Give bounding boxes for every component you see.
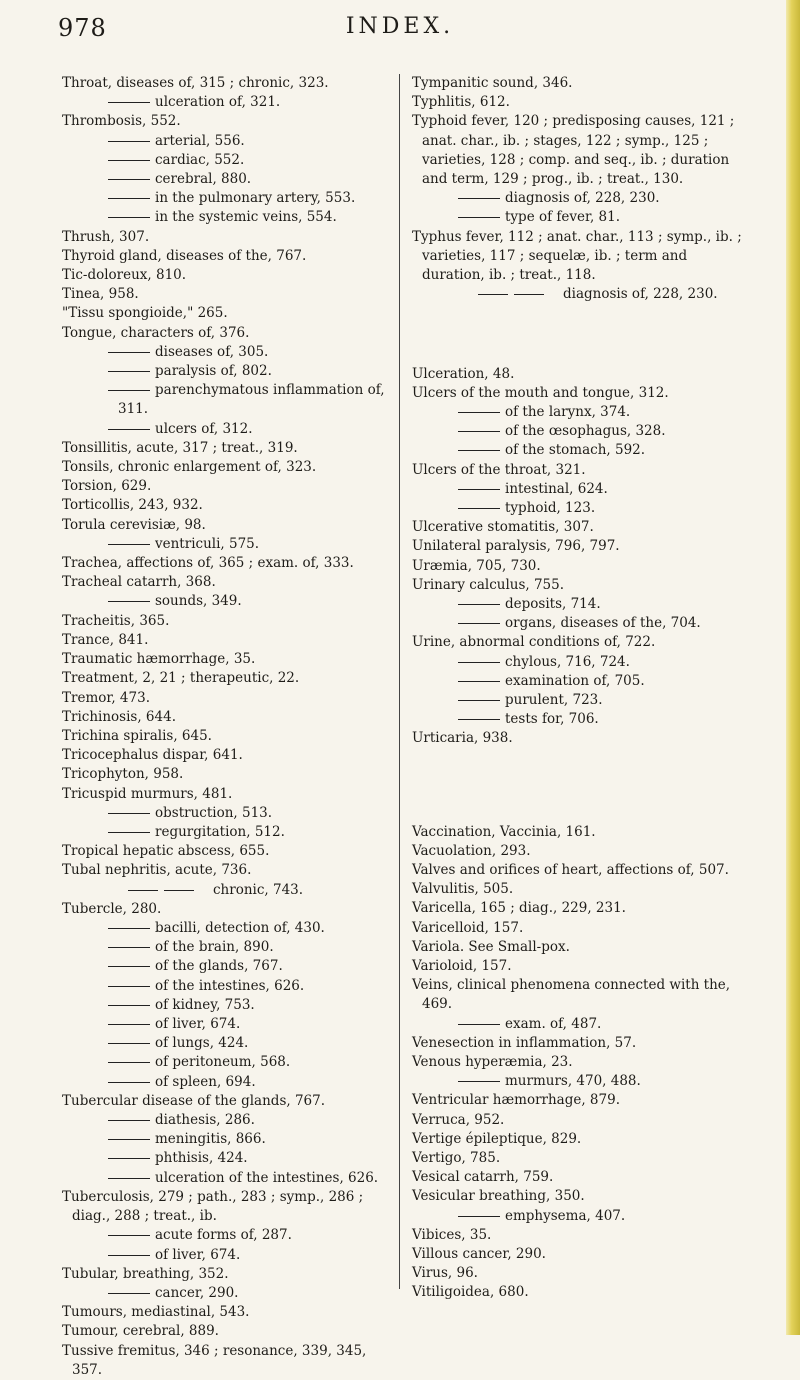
index-entry-text: deposits, 714. [505, 595, 601, 612]
index-entry [412, 633, 742, 652]
index-subentry [412, 499, 742, 518]
index-entry [412, 1130, 742, 1149]
index-entry-text: Throat, diseases of, 315 ; chronic, 323. [62, 75, 329, 91]
index-entry-text: Torsion, 629. [62, 478, 152, 495]
index-subentry [62, 1226, 392, 1245]
index-entry [62, 304, 392, 323]
index-entry-text: chronic, 743. [213, 881, 304, 898]
index-entry-text: diagnosis of, 228, 230. [563, 286, 718, 303]
index-entry-text: Ventricular hæmorrhage, 879. [412, 1092, 620, 1109]
index-entry-text: acute forms of, 287. [155, 1227, 292, 1244]
index-entry-text: Traumatic hæmorrhage, 35. [62, 651, 256, 668]
group-spacer [412, 749, 742, 823]
index-group-t [412, 74, 742, 305]
index-entry-text: Varioloid, 157. [412, 958, 512, 975]
index-entry [62, 842, 392, 861]
index-entry-text: Tracheal catarrh, 368. [62, 574, 216, 591]
ditto-dash [108, 813, 150, 814]
index-entry-text: purulent, 723. [505, 692, 603, 708]
index-subentry [62, 881, 392, 900]
ditto-dash [458, 623, 500, 624]
index-entry [62, 1322, 392, 1341]
index-subentry [62, 1149, 392, 1168]
index-entry-text: exam. of, 487. [505, 1015, 602, 1032]
index-subentry [62, 151, 392, 170]
index-entry [412, 899, 742, 918]
index-entry-text: Urinary calculus, 755. [412, 576, 565, 593]
index-entry [62, 785, 392, 804]
index-subentry [412, 691, 742, 710]
index-entry [412, 957, 742, 976]
index-subentry [412, 189, 742, 208]
index-entry-text: Tonsils, chronic enlargement of, 323. [62, 459, 317, 476]
index-entry [62, 612, 392, 631]
index-subentry [62, 996, 392, 1015]
index-entry-text: Typhus fever, 112 ; anat. char., 113 ; symp., ib. ; varieties, 117 ; sequelæ, ib. ; term and duration, ib. ; treat., 118. [412, 228, 742, 284]
index-entry-text: Tongue, characters of, 376. [62, 324, 250, 341]
ditto-dash [108, 198, 150, 199]
index-entry-text: of lungs, 424. [155, 1035, 249, 1052]
index-subentry [62, 919, 392, 938]
index-entry-text: diseases of, 305. [155, 343, 269, 360]
index-entry [62, 554, 392, 573]
index-entry-text: Urine, abnormal conditions of, 722. [412, 634, 656, 651]
index-subentry [62, 362, 392, 381]
index-entry-text: of kidney, 753. [155, 996, 255, 1013]
index-entry-text: Vertige épileptique, 829. [412, 1130, 582, 1147]
index-entry-text: arterial, 556. [155, 132, 245, 149]
index-entry-text: examination of, 705. [505, 672, 645, 689]
index-entry-text: Tonsillitis, acute, 317 ; treat., 319. [62, 439, 298, 456]
ditto-dash [458, 217, 500, 218]
index-entry [62, 631, 392, 650]
index-entry-text: phthisis, 424. [155, 1150, 248, 1167]
index-entry [62, 689, 392, 708]
index-entry-text: paralysis of, 802. [155, 363, 272, 380]
index-entry [62, 516, 392, 535]
index-entry [412, 537, 742, 556]
index-subentry [412, 672, 742, 691]
index-entry-text: Ulcers of the mouth and tongue, 312. [412, 384, 669, 401]
index-entry [412, 112, 742, 189]
index-entry-text: Virus, 96. [412, 1265, 478, 1282]
index-subentry [412, 422, 742, 441]
index-entry-text: of peritoneum, 568. [155, 1054, 291, 1071]
index-entry [412, 1264, 742, 1283]
index-entry [62, 861, 392, 880]
index-entry-text: Tubercle, 280. [62, 900, 162, 917]
ditto-dash [458, 700, 500, 701]
index-subentry [62, 189, 392, 208]
index-entry-text: of spleen, 694. [155, 1073, 256, 1090]
ditto-dash [108, 1293, 150, 1294]
ditto-dash [108, 160, 150, 161]
index-entry [412, 1168, 742, 1187]
index-subentry [62, 804, 392, 823]
index-entry-text: Trichinosis, 644. [62, 708, 176, 725]
index-entry [412, 365, 742, 384]
index-entry [62, 458, 392, 477]
ditto-dash [108, 986, 150, 987]
index-subentry [62, 938, 392, 957]
index-entry [62, 247, 392, 266]
column-divider [399, 74, 400, 1289]
index-entry-text: Variola. See Small-pox. [412, 938, 570, 955]
index-entry-text: Thrush, 307. [62, 228, 150, 245]
index-entry [412, 1111, 742, 1130]
ditto-dash [108, 141, 150, 142]
index-subentry [412, 403, 742, 422]
ditto-dash [108, 352, 150, 353]
index-entry-text: Ulcers of the throat, 321. [412, 461, 586, 478]
index-subentry [62, 592, 392, 611]
index-entry-text: emphysema, 407. [505, 1207, 626, 1224]
index-entry-text: Venous hyperæmia, 23. [412, 1054, 573, 1071]
ditto-dash [108, 1120, 150, 1121]
index-entry [412, 1149, 742, 1168]
index-entry-text: Tumour, cerebral, 889. [62, 1323, 219, 1340]
index-entry-text: Verruca, 952. [412, 1111, 505, 1128]
index-entry [412, 1053, 742, 1072]
index-entry [62, 650, 392, 669]
ditto-dash [108, 179, 150, 180]
index-entry-text: Tricocephalus dispar, 641. [62, 747, 243, 764]
index-entry [62, 1265, 392, 1284]
index-entry [62, 727, 392, 746]
index-subentry [62, 1130, 392, 1149]
index-entry-text: Valves and orifices of heart, affections of, 507. [412, 862, 729, 879]
index-entry-text: Veins, clinical phenomena connected with the, 469. [412, 977, 731, 1013]
index-entry [412, 576, 742, 595]
index-subentry [62, 208, 392, 227]
index-entry [62, 477, 392, 496]
index-entry-text: ventriculi, 575. [155, 535, 260, 552]
index-entry-text: of liver, 674. [155, 1246, 241, 1263]
index-subentry [62, 132, 392, 151]
index-subentry [412, 653, 742, 672]
index-entry-text: Vertigo, 785. [412, 1150, 501, 1167]
index-entry [62, 1303, 392, 1322]
ditto-dash [458, 508, 500, 509]
index-entry [412, 93, 742, 112]
index-entry [412, 1187, 742, 1206]
index-entry [412, 74, 742, 93]
ditto-dash [458, 1216, 500, 1217]
index-entry-text: Thrombosis, 552. [62, 113, 181, 130]
index-entry-text: ulceration of the intestines, 626. [155, 1169, 379, 1186]
index-entry-text: Urticaria, 938. [412, 730, 513, 747]
index-entry [62, 900, 392, 919]
index-entry [62, 573, 392, 592]
index-entry-text: typhoid, 123. [505, 499, 596, 516]
index-entry [62, 1092, 392, 1111]
index-entry [62, 669, 392, 688]
ditto-dash [108, 390, 150, 391]
index-subentry [62, 93, 392, 112]
index-entry-text: Vesicular breathing, 350. [412, 1188, 585, 1205]
index-column-left [62, 74, 392, 1380]
index-entry [412, 384, 742, 403]
ditto-dash [108, 928, 150, 929]
index-entry [412, 461, 742, 480]
index-entry-text: of liver, 674. [155, 1016, 241, 1033]
index-entry-text: Tricuspid murmurs, 481. [62, 785, 233, 802]
index-subentry [62, 1169, 392, 1188]
index-entry-text: murmurs, 470, 488. [505, 1073, 641, 1090]
ditto-dash [458, 1081, 500, 1082]
index-entry-text: Trance, 841. [62, 631, 149, 648]
index-subentry [62, 381, 392, 419]
index-entry-text: Tremor, 473. [62, 689, 150, 706]
index-subentry [62, 1284, 392, 1303]
index-entry-text: Typhoid fever, 120 ; predisposing causes, 121 ; anat. char., ib. ; stages, 122 ; symp., 125 ; varieties, 128 ; comp. and seq., ib. ; duration and term, 129 ; prog., ib. ; treat., 130. [412, 113, 735, 188]
index-subentry [412, 595, 742, 614]
ditto-dash [108, 1082, 150, 1083]
group-spacer [412, 305, 742, 365]
ditto-dash [458, 198, 500, 199]
index-entry-text: of the brain, 890. [155, 939, 274, 956]
index-subentry [62, 1246, 392, 1265]
index-subentry [412, 480, 742, 499]
index-column-right [412, 74, 742, 1303]
index-entry [62, 1188, 392, 1226]
ditto-dash [138, 881, 208, 900]
index-subentry [412, 1072, 742, 1091]
index-entry [412, 1226, 742, 1245]
index-entry-text: Tropical hepatic abscess, 655. [62, 843, 270, 860]
ditto-dash [108, 1158, 150, 1159]
index-entry-text: Tinea, 958. [62, 286, 139, 303]
index-entry-text: Tumours, mediastinal, 543. [62, 1304, 250, 1321]
index-entry-text: Treatment, 2, 21 ; therapeutic, 22. [62, 670, 300, 687]
index-entry [412, 919, 742, 938]
index-entry [412, 1091, 742, 1110]
index-entry [412, 976, 742, 1014]
index-entry-text: Vacuolation, 293. [412, 842, 531, 859]
ditto-dash [108, 832, 150, 833]
ditto-dash [458, 604, 500, 605]
ditto-dash [108, 601, 150, 602]
index-entry-text: Tussive fremitus, 346 ; resonance, 339, 345, 357. [62, 1342, 367, 1378]
index-entry [62, 496, 392, 515]
index-entry-text: Torticollis, 243, 932. [62, 497, 203, 514]
index-entry-text: Tic-doloreux, 810. [62, 267, 187, 284]
index-entry-text: Vitiligoidea, 680. [412, 1284, 529, 1301]
index-entry-text: Typhlitis, 612. [412, 94, 510, 111]
index-subentry [412, 710, 742, 729]
index-entry-text: meningitis, 866. [155, 1131, 266, 1148]
index-subentry [412, 285, 742, 304]
index-entry [62, 285, 392, 304]
ditto-dash [108, 217, 150, 218]
ditto-dash [458, 719, 500, 720]
ditto-dash [108, 1178, 150, 1179]
ditto-dash [458, 1024, 500, 1025]
index-entry-text: Tricophyton, 958. [62, 766, 184, 783]
index-entry [412, 938, 742, 957]
index-subentry [62, 343, 392, 362]
index-entry-text: Venesection in inflammation, 57. [412, 1034, 637, 1051]
index-entry-text: Tubal nephritis, acute, 736. [62, 862, 252, 879]
ditto-dash [458, 489, 500, 490]
index-entry-text: sounds, 349. [155, 593, 242, 610]
ditto-dash [108, 1043, 150, 1044]
index-subentry [62, 957, 392, 976]
index-subentry [412, 614, 742, 633]
index-subentry [62, 1111, 392, 1130]
index-entry-text: cancer, 290. [155, 1284, 239, 1301]
index-entry-text: of the stomach, 592. [505, 442, 646, 459]
index-entry [62, 765, 392, 784]
ditto-dash [108, 1062, 150, 1063]
index-entry-text: chylous, 716, 724. [505, 653, 630, 670]
index-entry-text: ulceration of, 321. [155, 94, 281, 111]
ditto-dash [458, 431, 500, 432]
index-entry-text: Tubercular disease of the glands, 767. [62, 1092, 326, 1109]
index-entry-text: of the intestines, 626. [155, 977, 305, 994]
index-entry [412, 518, 742, 537]
index-entry-text: Vaccination, Vaccinia, 161. [412, 823, 596, 840]
index-entry [412, 861, 742, 880]
ditto-dash [488, 285, 558, 304]
index-entry-text: Trachea, affections of, 365 ; exam. of, 333. [62, 555, 354, 572]
index-subentry [62, 1053, 392, 1072]
ditto-dash [458, 450, 500, 451]
index-entry [62, 1342, 392, 1380]
index-entry-text: Tracheitis, 365. [62, 612, 170, 629]
index-entry [412, 842, 742, 861]
index-entry-text: Unilateral paralysis, 796, 797. [412, 538, 620, 555]
index-entry-text: Tympanitic sound, 346. [412, 75, 573, 91]
index-entry-text: regurgitation, 512. [155, 823, 285, 840]
index-entry-text: cerebral, 880. [155, 171, 252, 188]
ditto-dash [108, 371, 150, 372]
index-entry-text: Villous cancer, 290. [412, 1246, 546, 1263]
index-entry-text: organs, diseases of the, 704. [505, 615, 701, 632]
index-subentry [62, 1073, 392, 1092]
index-entry [412, 228, 742, 286]
ditto-dash [108, 1024, 150, 1025]
ditto-dash [108, 966, 150, 967]
index-entry [62, 112, 392, 131]
index-entry-text: diathesis, 286. [155, 1112, 255, 1129]
index-entry-text: Ulcerative stomatitis, 307. [412, 519, 594, 536]
index-subentry [62, 1034, 392, 1053]
index-entry [412, 880, 742, 899]
index-subentry [62, 1015, 392, 1034]
index-entry-text: Thyroid gland, diseases of the, 767. [62, 247, 307, 264]
ditto-dash [108, 1255, 150, 1256]
ditto-dash [108, 1235, 150, 1236]
index-subentry [412, 1015, 742, 1034]
index-entry-text: Vesical catarrh, 759. [412, 1169, 554, 1186]
page-number: 978 [58, 14, 107, 42]
index-entry [412, 1283, 742, 1302]
index-entry [62, 228, 392, 247]
index-entry [62, 746, 392, 765]
index-entry-text: type of fever, 81. [505, 209, 621, 226]
index-entry [412, 1034, 742, 1053]
index-entry-text: diagnosis of, 228, 230. [505, 190, 660, 207]
index-entry-text: Varicella, 165 ; diag., 229, 231. [412, 900, 626, 917]
index-subentry [62, 535, 392, 554]
ditto-dash [108, 544, 150, 545]
index-subentry [412, 441, 742, 460]
index-entry-text: Uræmia, 705, 730. [412, 557, 541, 574]
index-entry-text: of the œsophagus, 328. [505, 423, 666, 440]
ditto-dash [108, 429, 150, 430]
index-entry-text: obstruction, 513. [155, 804, 273, 821]
index-entry-text: Varicelloid, 157. [412, 919, 524, 936]
index-entry-text: Tuberculosis, 279 ; path., 283 ; symp., 286 ; diag., 288 ; treat., ib. [62, 1188, 364, 1225]
index-entry-text: of the glands, 767. [155, 958, 283, 975]
index-entry [62, 708, 392, 727]
index-entry-text: in the pulmonary artery, 553. [155, 190, 356, 207]
ditto-dash [108, 1005, 150, 1006]
index-subentry [412, 208, 742, 227]
index-entry [412, 729, 742, 748]
index-entry-text: tests for, 706. [505, 711, 599, 728]
index-entry-text: Valvulitis, 505. [412, 881, 514, 898]
index-entry [62, 74, 392, 93]
index-entry [62, 439, 392, 458]
index-entry-text: intestinal, 624. [505, 480, 608, 497]
index-entry [412, 557, 742, 576]
index-entry-text: Vibices, 35. [412, 1226, 492, 1243]
index-entry-text: cardiac, 552. [155, 151, 245, 168]
ditto-dash [108, 1139, 150, 1140]
index-entry [62, 266, 392, 285]
index-entry-text: Tubular, breathing, 352. [62, 1265, 229, 1282]
index-entry-text: Trichina spiralis, 645. [62, 727, 212, 744]
index-subentry [62, 170, 392, 189]
ditto-dash [458, 662, 500, 663]
ditto-dash [108, 102, 150, 103]
index-entry [412, 1245, 742, 1264]
page-binding-edge [786, 0, 800, 1335]
index-subentry [62, 977, 392, 996]
index-entry-text: "Tissu spongioide," 265. [62, 305, 228, 322]
ditto-dash [458, 412, 500, 413]
index-subentry [62, 823, 392, 842]
index-subentry [412, 1207, 742, 1226]
index-entry-text: Ulceration, 48. [412, 365, 515, 382]
index-subentry [62, 420, 392, 439]
index-entry-text: of the larynx, 374. [505, 403, 631, 420]
page-header-title: INDEX. [345, 14, 455, 39]
index-entry-text: in the systemic veins, 554. [155, 209, 337, 226]
index-entry-text: Torula cerevisiæ, 98. [62, 516, 206, 533]
index-group-v [412, 823, 742, 1303]
index-entry-text: bacilli, detection of, 430. [155, 920, 325, 937]
ditto-dash [458, 681, 500, 682]
ditto-dash [108, 947, 150, 948]
index-entry-text: parenchymatous inflammation of, 311. [118, 382, 385, 418]
index-entry-text: ulcers of, 312. [155, 420, 253, 437]
index-group-u [412, 365, 742, 749]
index-entry [62, 324, 392, 343]
index-entry [412, 823, 742, 842]
